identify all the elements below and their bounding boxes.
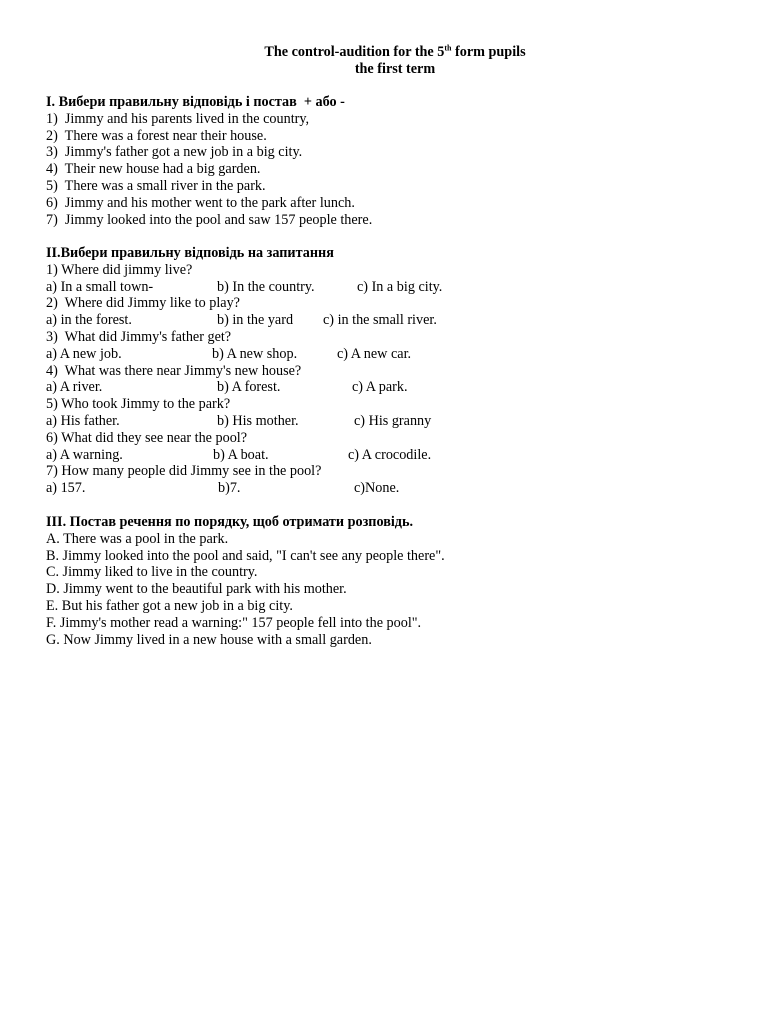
option-a: a) A river. — [46, 379, 103, 396]
option-b: b)7. — [218, 480, 241, 497]
document-subtitle: the first term — [354, 61, 436, 77]
option-b: b) in the yard — [217, 312, 294, 329]
option-a: a) A new job. — [46, 345, 122, 362]
question-text: 7) How many people did Jimmy see in the pool? — [46, 463, 322, 480]
answer-options — [46, 379, 736, 396]
section-ordering — [46, 514, 736, 648]
option-b: b) In the country. — [217, 278, 315, 295]
answer-options — [46, 279, 736, 296]
section-heading: III. Постав речення по порядку, щоб отримати розповідь. — [46, 514, 414, 530]
option-b: b) A new shop. — [212, 345, 298, 362]
sentence-item: B. Jimmy looked into the pool and said, "I can't see any people there". — [46, 547, 445, 564]
option-a: a) In a small town- — [46, 278, 154, 295]
statement-item: 2) There was a forest near their house. — [46, 127, 267, 144]
answer-options — [46, 413, 736, 430]
option-a: a) 157. — [46, 480, 86, 497]
sentence-item: C. Jimmy liked to live in the country. — [46, 564, 258, 581]
option-c: c) A park. — [352, 379, 408, 396]
answer-options — [46, 480, 736, 497]
title-text-end: form pupils — [451, 44, 526, 60]
option-c: c) A new car. — [337, 345, 412, 362]
option-c: c)None. — [354, 480, 400, 497]
option-c: c) A crocodile. — [348, 446, 432, 463]
question-text: 6) What did they see near the pool? — [46, 429, 248, 446]
title-text: The control-audition for the 5 — [264, 44, 445, 60]
question-text: 2) Where did Jimmy like to play? — [46, 295, 240, 312]
sentence-item: A. There was a pool in the park. — [46, 530, 229, 547]
option-a: a) A warning. — [46, 446, 123, 463]
statement-item: 1) Jimmy and his parents lived in the country, — [46, 110, 310, 127]
sentence-item: F. Jimmy's mother read a warning:" 157 people fell into the pool". — [46, 614, 422, 631]
statement-item: 5) There was a small river in the park. — [46, 177, 266, 194]
section-heading: I. Вибери правильну відповідь і постав + або - — [46, 94, 345, 110]
answer-options — [46, 447, 736, 464]
sentence-item: E. But his father got a new job in a big city. — [46, 597, 293, 614]
document-title — [0, 44, 768, 61]
option-b: b) A forest. — [217, 379, 281, 396]
title-superscript: th — [444, 43, 452, 53]
option-b: b) A boat. — [213, 446, 269, 463]
option-c: c) His granny — [354, 412, 432, 429]
option-c: c) in the small river. — [323, 312, 437, 329]
section-true-false — [46, 94, 736, 228]
statement-item: 7) Jimmy looked into the pool and saw 157 people there. — [46, 211, 373, 228]
section-heading: II.Вибери правильну відповідь на запитання — [46, 245, 334, 261]
option-b: b) His mother. — [217, 412, 299, 429]
answer-options — [46, 346, 736, 363]
sentence-item: D. Jimmy went to the beautiful park with his mother. — [46, 581, 347, 598]
question-text: 5) Who took Jimmy to the park? — [46, 396, 231, 413]
sentence-item: G. Now Jimmy lived in a new house with a small garden. — [46, 631, 372, 648]
option-a: a) His father. — [46, 412, 120, 429]
answer-options — [46, 312, 736, 329]
statement-item: 6) Jimmy and his mother went to the park after lunch. — [46, 194, 355, 211]
question-text: 3) What did Jimmy's father get? — [46, 328, 232, 345]
option-a: a) in the forest. — [46, 312, 132, 329]
statement-item: 4) Their new house had a big garden. — [46, 161, 261, 178]
option-c: c) In a big city. — [357, 278, 443, 295]
question-text: 1) Where did jimmy live? — [46, 261, 193, 278]
section-multiple-choice — [46, 245, 736, 497]
statement-item: 3) Jimmy's father got a new job in a big city. — [46, 144, 303, 161]
question-text: 4) What was there near Jimmy's new house? — [46, 362, 302, 379]
